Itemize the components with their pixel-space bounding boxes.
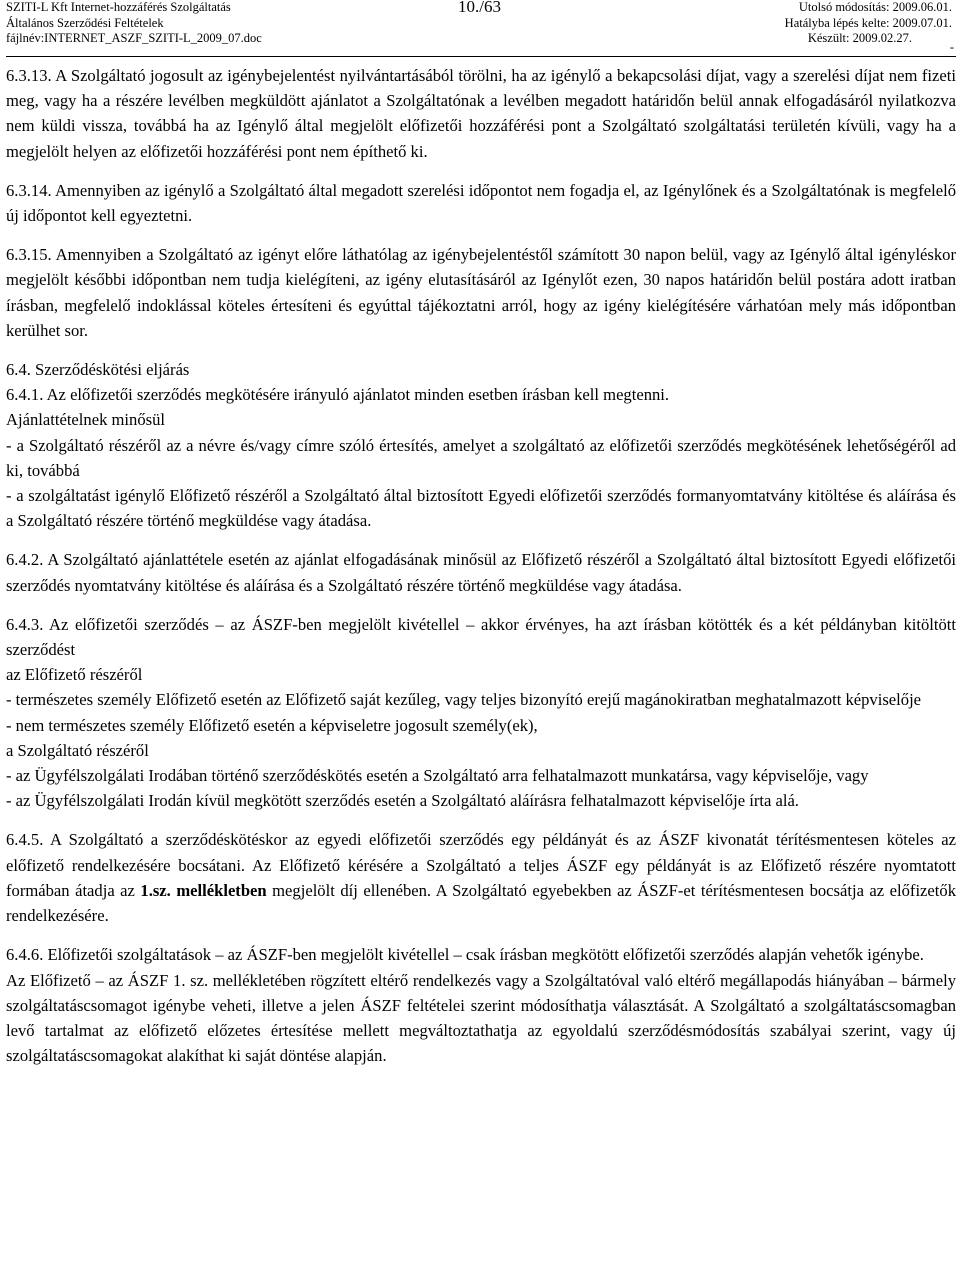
- page-header: [6, 0, 956, 57]
- section-6-3-13: 6.3.13. A Szolgáltató jogosult az igénybejelentést nyilvántartásából törölni, ha az igénylő a bekapcsolási díjat, vagy a szerelési díjat nem fizeti meg, vagy ha a részére levélben megküldött ajánlatot a Szolgáltatónak a levélben megadott határidőn belül annak elfogadásáról nyilatkozva nem küldi vissza, továbbá ha az Igénylő által megjelölt előfizetői hozzáférési pont a Szolgáltató szolgáltatási területén kívüli, vagy ha a megjelölt helyen az előfizetői hozzáférési pont nem építhető ki.: [6, 66, 956, 161]
- section-6-4-5-text-b: megjelölt díj ellenében. A Szolgáltató egyebekben az ÁSZF-et térítésmentesen bocsátja az előfizetők rendelkezésére.: [6, 880, 956, 926]
- last-modified: Utolsó módosítás: 2009.06.01.: [798, 0, 952, 14]
- annex-ref-word: mellékletben: [176, 880, 267, 900]
- header-dash: -: [949, 40, 954, 54]
- annex-ref-number: 1.sz.: [140, 880, 171, 900]
- section-6-4-5: [6, 827, 956, 928]
- office-signing-item: - az Ügyfélszolgálati Irodában történő szerződéskötés esetén a Szolgáltató arra felhatalmazott munkatársa, vagy képviselője, vagy: [6, 766, 869, 786]
- created-date: Készült: 2009.02.27.: [807, 31, 912, 45]
- page-number: 10./63: [458, 0, 501, 16]
- offer-definition: Ajánlattételnek minősül: [6, 410, 165, 430]
- heading-6-4: 6.4. Szerződéskötési eljárás: [6, 360, 190, 380]
- file-name: fájlnév:INTERNET_ASZF_SZITI-L_2009_07.doc: [6, 31, 262, 45]
- section-6-4-6-continued: Az Előfizető – az ÁSZF 1. sz. mellékletében rögzített eltérő rendelkezés vagy a Szolgáltatóval való eltérő megállapodás hiányában – bármely szolgáltatáscsomagot igénybe veheti, illetve a jelen ÁSZF feltételei szerint módosíthatja választását. A Szolgáltató a szolgáltatáscsomagban levő tartalmat az előfizető előzetes értesítése mellett megváltoztathatja az egyoldalú szerződésmódosítás szabályai szerint, vagy új szolgáltatáscsomagokat alakíthat ki saját döntése alapján.: [6, 970, 956, 1066]
- section-6-4-3: 6.4.3. Az előfizetői szerződés – az ÁSZF-ben megjelölt kivétellel – akkor érvényes, ha azt írásban kötötték és a két példányban kitöltött szerződést: [6, 614, 956, 660]
- section-6-4-2: 6.4.2. A Szolgáltató ajánlattétele esetén az ajánlat elfogadásának minősül az Előfizető részéről a Szolgáltató által biztosított Egyedi előfizetői szerződés nyomtatvány kitöltése és aláírása és a Szolgáltató részére történő megküldése vagy átadása.: [6, 550, 956, 595]
- section-6-3-15: 6.3.15. Amennyiben a Szolgáltató az igényt előre láthatólag az igénybejelentéstől számított 30 napon belül, vagy az Igénylő által igényléskor megjelölt későbbi időpontban nem tudja kielégíteni, az igény elutasításáról az Igénylőt ezen, 30 napos határidőn belül postára adott iratban írásban, megfelelő indoklással köteles értesíteni és egyúttal tájékoztatni arról, hogy az igény kielégítésére várhatóan mely más időpontban kerülhet sor.: [6, 245, 956, 340]
- document-body: [6, 57, 956, 1068]
- subscriber-side-label: az Előfizető részéről: [6, 665, 143, 685]
- external-signing-item: - az Ügyfélszolgálati Irodán kívül megkötött szerződés esetén a Szolgáltató aláírásra felhatalmazott képviselője írta alá.: [6, 791, 799, 811]
- company-name: SZITI-L Kft Internet-hozzáférés Szolgáltatás: [6, 0, 231, 14]
- offer-subscriber-item: - a szolgáltatást igénylő Előfizető részéről a Szolgáltató által biztosított Egyedi előfizetői szerződés formanyomtatvány kitöltése és aláírása és a Szolgáltató részére történő megküldése vagy átadása.: [6, 486, 956, 531]
- offer-provider-item: - a Szolgáltató részéről az a névre és/vagy címre szóló értesítés, amelyet a szolgáltató az előfizetői szerződés megkötésének lehetőségéről ad ki, továbbá: [6, 435, 956, 480]
- section-6-4-5-text-a: 6.4.5. A Szolgáltató a szerződéskötéskor az egyedi előfizetői szerződés egy példányát és az ÁSZF kivonatát térítésmentesen köteles az előfizető rendelkezésére bocsátani. Az Előfizető kérésére a Szolgáltató a teljes ÁSZF egy példányát is az Előfizető részére nyomtatott formában átadja az: [6, 830, 956, 900]
- legal-entity-item: - nem természetes személy Előfizető esetén a képviseletre jogosult személy(ek),: [6, 715, 538, 735]
- section-6-3-14: 6.3.14. Amennyiben az igénylő a Szolgáltató által megadott szerelési időpontot nem fogadja el, az Igénylőnek és a Szolgáltatónak is megfelelő új időpontot kell egyeztetni.: [6, 180, 956, 226]
- section-6-4-6: 6.4.6. Előfizetői szolgáltatások – az ÁSZF-ben megjelölt kivétellel – csak írásban megkötött előfizetői szerződés alapján vehetők igénybe.: [6, 945, 924, 965]
- provider-side-label: a Szolgáltató részéről: [6, 740, 149, 760]
- header-left: [6, 0, 262, 47]
- effective-date: Hatályba lépés kelte: 2009.07.01.: [784, 15, 952, 30]
- document-type: Általános Szerződési Feltételek: [6, 15, 164, 30]
- section-6-4-1: 6.4.1. Az előfizetői szerződés megkötésére irányuló ajánlatot minden esetben írásban kell megtenni.: [6, 385, 670, 405]
- header-right: [785, 0, 952, 47]
- natural-person-item: - természetes személy Előfizető esetén az Előfizető saját kezűleg, vagy teljes bizonyító erejű magánokiratban meghatalmazott képviselője: [6, 690, 922, 710]
